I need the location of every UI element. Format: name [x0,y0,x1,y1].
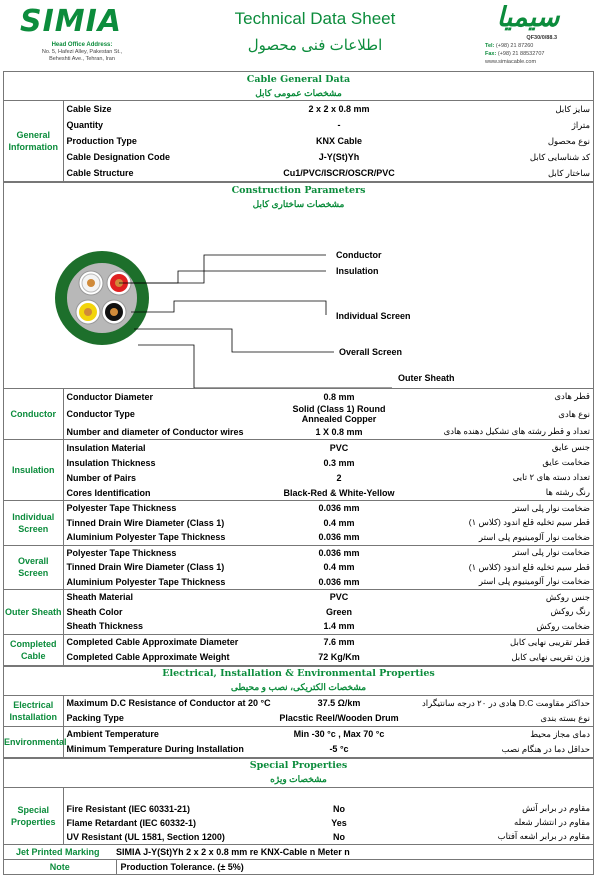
spec-label: Cable Size [66,104,112,114]
special-group-label: Special Properties [4,788,63,845]
construction-section [4,182,593,211]
core-yellow-conductor [84,308,92,316]
data-sheet [3,71,594,875]
leader-conductor [119,255,326,283]
individual-screen-row [4,530,593,545]
insulation-row [4,485,593,501]
special-row [4,816,593,830]
completed-row [4,650,593,666]
spec-label-fa: دمای مجاز محیط [530,728,590,739]
cable-cross-section-diagram [4,211,593,389]
individual-screen-group-label: Individual Screen [4,501,63,545]
spec-value: 0.8 mm [323,391,355,402]
spec-label-fa: جنس روکش [545,591,590,602]
leader-overall-screen [134,329,334,352]
spec-value: 37.5 Ω/km [317,698,361,708]
spec-label-fa: حداکثر مقاومت D.C هادی در ۲۰ درجه سانتیگراد [421,697,590,708]
construction-title-fa: مشخصات ساختاری کابل [252,198,345,209]
spec-label-fa: تعداد و قطر رشته های تشکیل دهنده هادی [403,424,593,440]
label-outer-sheath: Outer Sheath [398,373,455,383]
spec-label: Aluminium Polyester Tape Thickness [63,575,275,590]
completed-group-label: Completed Cable [4,635,63,666]
spec-label: Completed Cable Approximate Diameter [66,637,239,647]
spec-label: Number and diameter of Conductor wires [63,424,275,440]
special-row [4,830,593,845]
overall-screen-table [4,546,593,591]
insulation-row [4,440,593,455]
spec-value: Min -30 °c , Max 70 °c [293,729,385,739]
spec-value: - [337,120,341,130]
overall-screen-row [4,575,593,590]
spec-label-fa [403,788,593,802]
construction-title: Construction Parameters [4,183,593,198]
simia-logo: SIMIA [20,4,123,39]
spec-value: 0.4 mm [323,562,355,573]
insulation-table [4,440,593,501]
spec-label: Conductor Type [66,409,135,419]
spec-label: Quantity [66,120,104,130]
label-overall-screen: Overall Screen [339,347,403,357]
spec-label: Sheath Thickness [63,619,275,634]
electrical-row [4,696,593,711]
diagram-labels [336,250,455,383]
spec-label: Maximum D.C Resistance of Conductor at 20 °C [66,698,271,708]
spec-label-fa: ضخامت نوار پلی استر [512,502,590,513]
page-header [0,0,595,70]
insulation-row [4,470,593,485]
spec-label-fa: رنگ رشته ها [403,485,593,501]
spec-value: Black-Red & White-Yellow [275,485,403,501]
spec-value: 0.036 mm [275,575,403,590]
spec-value: J-Y(St)Yh [318,152,360,162]
insulation-row [4,455,593,470]
fax-label: Fax: [485,51,497,57]
environmental-row [4,742,593,758]
spec-label: Polyester Tape Thickness [66,503,177,514]
overall-screen-group-label: Overall Screen [4,546,63,590]
individual-screen-row [4,516,593,531]
spec-label-fa: قطر تقریبی نهایی کابل [510,636,590,647]
general-table [4,101,593,182]
individual-screen-table [4,501,593,546]
spec-value: 2 [336,472,342,483]
spec-label-fa: مقاوم در برابر اشعه آفتاب [403,830,593,845]
completed-table [4,635,593,666]
spec-label: Aluminium Polyester Tape Thickness [63,530,275,545]
spec-label: Fire Resistant (IEC 60331-21) [66,803,191,814]
overall-screen-row [4,546,593,561]
note-text: Production Tolerance. (± 5%) [120,861,244,872]
spec-label-fa: ضخامت عایق [542,457,590,467]
conductor-row [4,424,593,440]
jet-marking-label: Jet Printed Marking [4,845,116,860]
spec-value: 1.4 mm [275,619,403,634]
general-row [4,149,593,165]
spec-value: Green [325,606,352,617]
general-title-fa: مشخصات عمومی کابل [4,86,593,101]
spec-label-fa: وزن تقریبی نهایی کابل [403,650,593,666]
electrical-title-fa: مشخصات الکتریکی، نصب و محیطی [4,681,593,696]
spec-label-fa: مقاوم در برابر آتش [522,803,590,813]
special-row [4,788,593,802]
outer-sheath-table [4,590,593,635]
leader-insulation [128,271,326,283]
environmental-row [4,727,593,742]
cable-cross-section [55,251,149,345]
tel-value: (+98) 21 87260 [495,43,534,49]
spec-label: Tinned Drain Wire Diameter (Class 1) [66,517,225,528]
address-title: Head Office Address: [51,42,113,48]
spec-value: Cu1/PVC/ISCR/OSCR/PVC [275,165,403,182]
spec-label-fa: حداقل دما در هنگام نصب [403,742,593,758]
general-group-label: General Information [4,101,63,182]
spec-label-fa: قطر هادی [554,391,590,401]
general-row [4,165,593,182]
spec-value: Yes [331,817,347,828]
form-code: QF30/0/88.3 [526,35,557,41]
spec-label: Conductor Diameter [66,391,154,402]
spec-label-fa: سایز کابل [555,103,590,114]
spec-label: Insulation Material [66,442,146,453]
spec-label: Polyester Tape Thickness [66,547,177,558]
leader-individual-screen [131,301,326,315]
spec-label: Minimum Temperature During Installation [63,742,275,758]
individual-screen-row [4,501,593,516]
spec-label: Cable Structure [63,165,275,182]
spec-value: 2 x 2 x 0.8 mm [308,104,370,114]
spec-value: 0.036 mm [275,530,403,545]
fax-value: (+98) 21 88532707 [497,51,545,57]
simia-logo-fa: سیمیا [496,2,560,33]
spec-label: Production Type [66,136,137,146]
spec-label-fa: ضخامت نوار پلی استر [512,547,590,558]
electrical-section [4,666,593,696]
tel-label: Tel: [485,43,495,49]
spec-value: 7.6 mm [323,637,355,647]
note-label: Note [4,859,116,874]
overall-screen-circle [66,262,138,334]
spec-label-fa: ضخامت نوار آلومینیوم پلی استر [403,575,593,590]
address-line-1: No. 5, Hafezi Alley, Pakestan St., [41,49,123,55]
electrical-group-label: Electrical Installation [4,696,63,727]
outer-sheath-row [4,619,593,634]
cable-diagram-svg [4,211,593,388]
label-conductor: Conductor [336,250,382,260]
spec-label: Flame Retardant (IEC 60332-1) [66,817,197,828]
jet-marking-text: SIMIA J-Y(St)Yh 2 x 2 x 0.8 mm re KNX-Cable n Meter n [116,845,593,860]
note-row [4,859,593,874]
spec-label-fa: نوع بسته بندی [403,711,593,727]
spec-value: 72 Kg/Km [275,650,403,666]
label-individual-screen: Individual Screen [336,311,411,321]
spec-label-fa: قطر سیم تخلیه قلع اندود (کلاس ۱) [468,561,590,572]
spec-label-fa: ضخامت روکش [403,619,593,634]
completed-row [4,635,593,650]
conductor-table [4,389,593,440]
special-title: Special Properties [4,758,593,773]
spec-label-fa: متراژ [571,119,590,130]
spec-label-fa: رنگ روکش [550,606,590,617]
conductor-row [4,389,593,404]
spec-label: Sheath Material [66,592,134,603]
spec-value: PVC [329,442,349,453]
spec-label [63,788,275,802]
spec-label-fa: تعداد دسته های ۲ تایی [512,472,590,482]
spec-value [275,788,403,802]
special-section [4,758,593,788]
spec-label: Completed Cable Approximate Weight [63,650,275,666]
core-black-conductor [110,308,118,316]
spec-value: 0.3 mm [323,457,355,468]
document-title-fa: اطلاعات فنی محصول [247,37,383,54]
core-white-conductor [87,279,95,287]
spec-value: Solid (Class 1) Round Annealed Copper [292,404,386,424]
general-section [4,72,593,101]
special-title-fa: مشخصات ویژه [4,773,593,788]
spec-label: UV Resistant (UL 1581, Section 1200) [63,830,275,845]
spec-label: Tinned Drain Wire Diameter (Class 1) [66,562,225,573]
spec-value: PVC [329,592,349,603]
insulation-group-label: Insulation [4,440,63,501]
spec-value: KNX Cable [315,136,362,146]
spec-value: 0.036 mm [318,503,360,514]
outer-sheath-group-label: Outer Sheath [4,590,63,634]
spec-label: Ambient Temperature [66,729,159,739]
document-title: Technical Data Sheet [234,9,396,28]
environmental-table [4,727,593,758]
electrical-title: Electrical, Installation & Environmental Properties [4,666,593,681]
spec-label: Packing Type [63,711,275,727]
outer-sheath-row [4,590,593,605]
special-table [4,788,593,845]
spec-value: -5 °c [275,742,403,758]
electrical-table [4,696,593,727]
outer-sheath-row [4,605,593,620]
spec-label: Sheath Color [66,606,123,617]
spec-value: 0.4 mm [323,517,355,528]
contact-info [485,34,590,66]
spec-label: Cores Identification [63,485,275,501]
spec-label: Cable Designation Code [66,152,171,162]
electrical-row [4,711,593,727]
overall-screen-row [4,560,593,575]
spec-value: No [333,803,345,814]
website: www.simiacable.com [485,59,537,65]
spec-label-fa: نوع محصول [547,135,590,146]
general-title: Cable General Data [4,72,593,86]
spec-value: 1 X 0.8 mm [275,424,403,440]
spec-label: Number of Pairs [66,472,137,483]
spec-label: Insulation Thickness [66,457,156,468]
label-insulation: Insulation [336,266,379,276]
spec-label-fa: ضخامت نوار آلومینیوم پلی استر [403,530,593,545]
spec-value: No [275,830,403,845]
spec-label-fa: ساختار کابل [403,165,593,182]
general-row [4,133,593,149]
conductor-group-label: Conductor [4,389,63,440]
address-line-2: Beheshti Ave., Tehran, Iran [49,56,115,62]
general-row [4,101,593,117]
jet-marking-table [4,845,593,874]
special-row [4,802,593,816]
spec-label-fa: کد شناسایی کابل [529,151,590,162]
conductor-row [4,404,593,424]
spec-label-fa: نوع هادی [558,408,590,419]
spec-value: 0.036 mm [318,547,360,558]
jet-marking-row [4,845,593,860]
general-row [4,117,593,133]
head-office-address [12,42,152,63]
spec-value: Placstic Reel/Wooden Drum [275,711,403,727]
spec-label-fa: قطر سیم تخلیه قلع اندود (کلاس ۱) [468,517,590,528]
spec-label-fa: مقاوم در انتشار شعله [514,817,590,827]
spec-label-fa: جنس عایق [551,442,590,452]
environmental-group-label: Environmental [4,727,63,758]
